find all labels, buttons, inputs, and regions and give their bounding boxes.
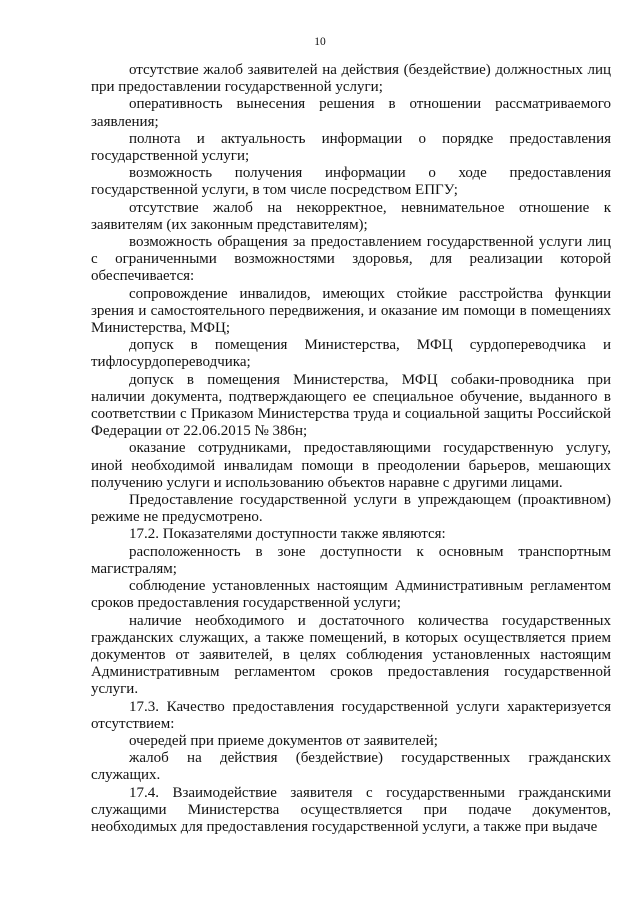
paragraph: возможность получения информации о ходе предоставления государственной услуги, в том числе посредством ЕПГУ;: [91, 165, 611, 199]
paragraph: оперативность вынесения решения в отношении рассматриваемого заявления;: [91, 96, 611, 130]
paragraph: наличие необходимого и достаточного количества государственных гражданских служащих, а также помещений, в которых осуществляется прием документов от заявителей, в целях соблюдения установленных настоящим Административным регламентом сроков предоставления государственной услуги.: [91, 612, 611, 698]
paragraph: жалоб на действия (бездействие) государственных гражданских служащих.: [91, 750, 611, 784]
paragraph: сопровождение инвалидов, имеющих стойкие расстройства функции зрения и самостоятельного передвижения, и оказание им помощи в помещениях Министерства, МФЦ;: [91, 285, 611, 337]
paragraph: отсутствие жалоб на некорректное, невнимательное отношение к заявителям (их законным представителям);: [91, 199, 611, 233]
paragraph: расположенность в зоне доступности к основным транспортным магистралям;: [91, 543, 611, 577]
paragraph: допуск в помещения Министерства, МФЦ собаки-проводника при наличии документа, подтверждающего ее специальное обучение, выданного в соответствии с Приказом Министерства труда и социальной защиты Российской Федерации от 22.06.2015 № 386н;: [91, 371, 611, 440]
paragraph: возможность обращения за предоставлением государственной услуги лиц с ограниченными возможностями здоровья, для реализации которой обеспечивается:: [91, 234, 611, 285]
paragraph: Предоставление государственной услуги в упреждающем (проактивном) режиме не предусмотрено.: [91, 492, 611, 526]
section-heading: 17.2. Показателями доступности также являются:: [129, 526, 446, 543]
paragraph: отсутствие жалоб заявителей на действия (бездействие) должностных лиц при предоставлении государственной услуги;: [91, 62, 611, 96]
paragraph: оказание сотрудниками, предоставляющими государственную услугу, иной необходимой инвалидам помощи в преодолении барьеров, мешающих получению услуги и использованию объектов наравне с другими лицами.: [91, 440, 611, 491]
paragraph: допуск в помещения Министерства, МФЦ сурдопереводчика и тифлосурдопереводчика;: [91, 337, 611, 371]
section-heading: 17.3. Качество предоставления государственной услуги характеризуется отсутствием:: [91, 698, 611, 732]
section-heading: 17.4. Взаимодействие заявителя с государственными гражданскими служащими Министерства осуществляется при подаче документов, необходимых для предоставления государственной услуги, а также при выдаче: [91, 784, 611, 835]
page-number: 10: [314, 36, 326, 48]
paragraph: соблюдение установленных настоящим Административным регламентом сроков предоставления государственной услуги;: [91, 578, 611, 612]
body-text: [91, 62, 611, 836]
paragraph: полнота и актуальность информации о порядке предоставления государственной услуги;: [91, 130, 611, 165]
paragraph: очередей при приеме документов от заявителей;: [129, 732, 438, 749]
